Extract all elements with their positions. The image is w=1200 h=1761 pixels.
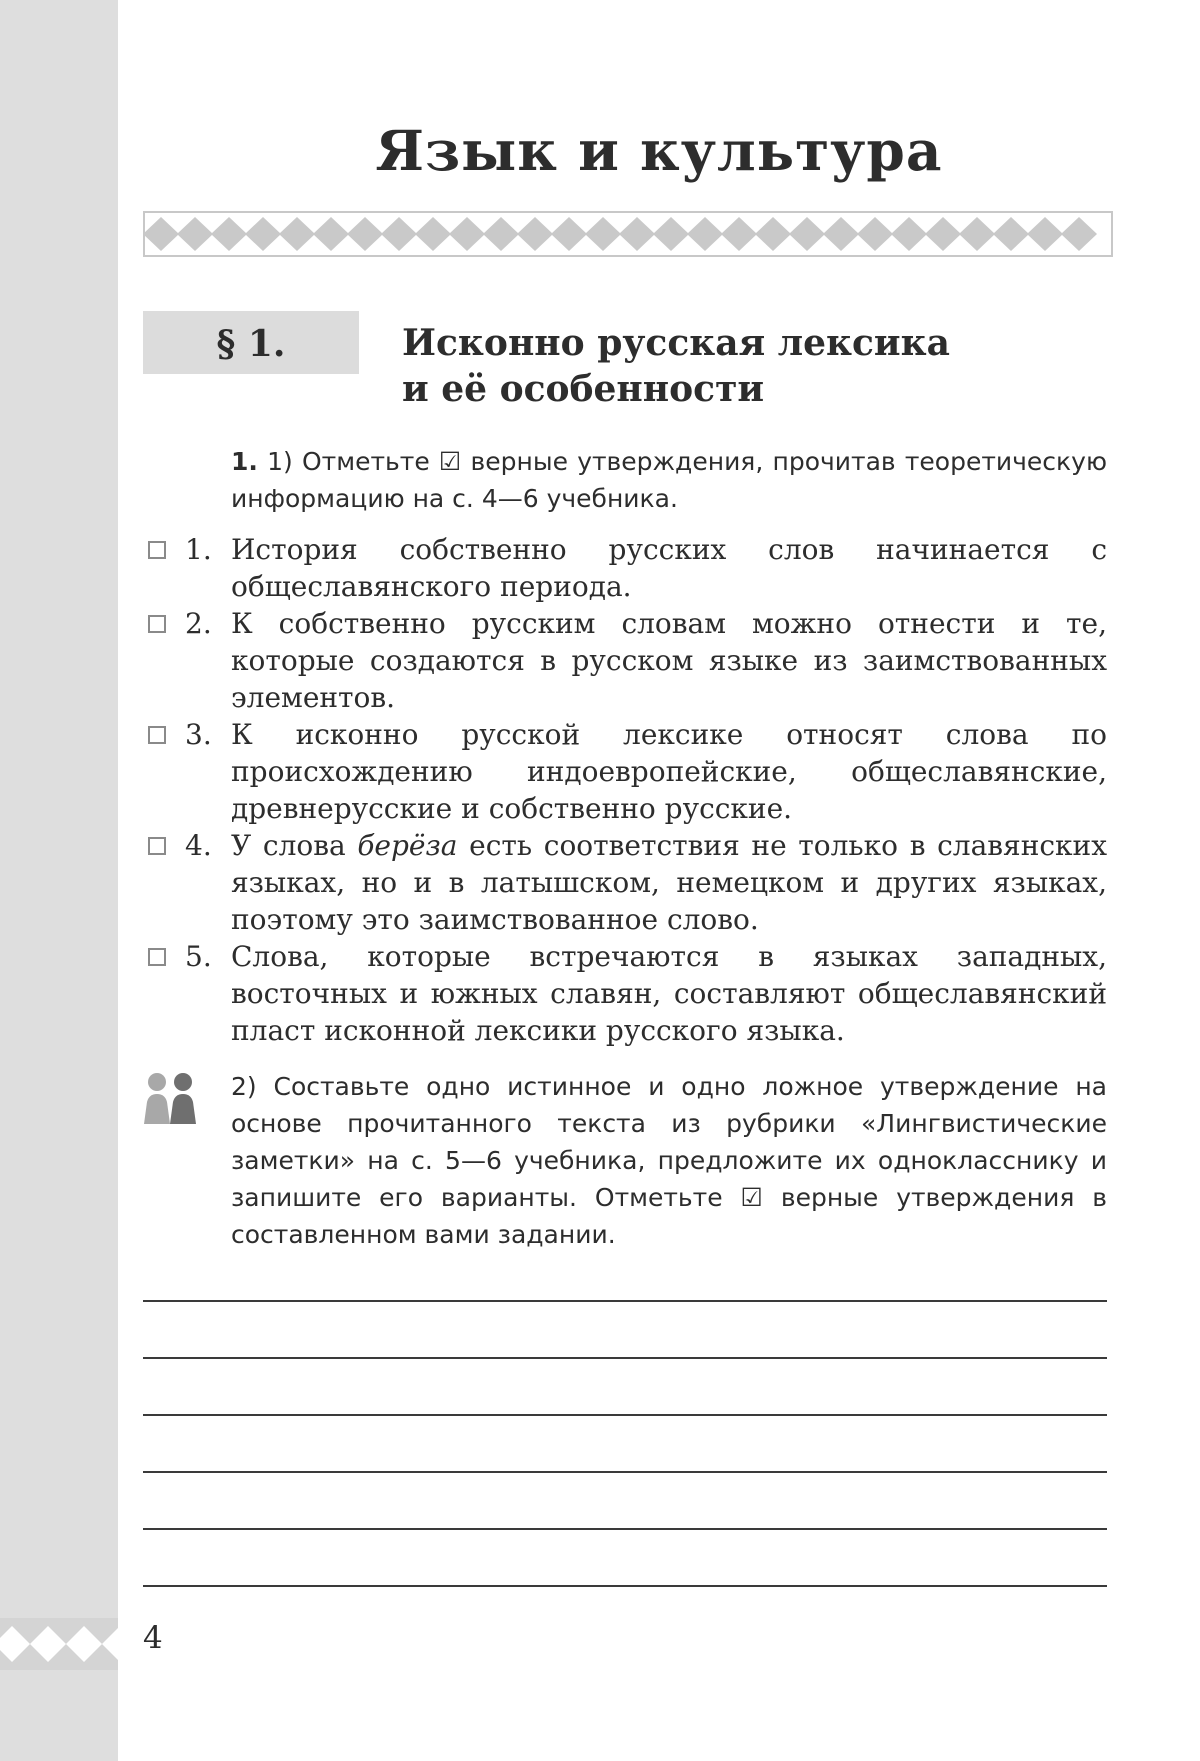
statement-2-text: К собственно русским словам можно отнести и те, которые создаются в русском языке из заимствованных элементов. [231, 607, 1107, 714]
task-1-instruction-text: 1) Отметьте ☑ верные утверждения, прочитав теоретическую информацию на с. 4—6 учебника. [231, 447, 1107, 513]
statement-item-4 [143, 827, 1107, 938]
ornament-diamond [653, 217, 689, 251]
statement-item-3 [143, 716, 1107, 827]
statement-5-text: Слова, которые встречаются в языках западных, восточных и южных славян, составляют общеславянский пласт исконной лексики русского языка. [231, 940, 1107, 1047]
section-number-box [143, 311, 359, 374]
statement-3-number: 3. [185, 718, 212, 751]
ornament-diamond [993, 217, 1029, 251]
answer-line-3[interactable] [143, 1414, 1107, 1416]
task-1-instruction [231, 443, 1107, 517]
diamond-border-ornament [143, 211, 1113, 257]
ornament-diamond [279, 217, 315, 251]
ornament-diamond [551, 217, 587, 251]
ornament-diamond [449, 217, 485, 251]
answer-line-2[interactable] [143, 1357, 1107, 1359]
statement-5-checkbox[interactable] [148, 948, 166, 966]
ornament-diamond [211, 217, 247, 251]
statement-list [143, 531, 1107, 1049]
section-title [402, 320, 1122, 412]
answer-line-5[interactable] [143, 1528, 1107, 1530]
statement-1-checkbox[interactable] [148, 541, 166, 559]
statement-4-text-after: есть соответствия не только в славянских языках, но и в латышском, немецком и других языках, поэтому это заимствованное слово. [231, 829, 1107, 936]
ornament-diamond [145, 217, 179, 251]
ornament-diamond [1061, 217, 1097, 251]
task-2-text: 2) Составьте одно истинное и одно ложное утверждение на основе прочитанного текста из рубрики «Лингвистические заметки» на с. 5—6 учебника, предложите их однокласснику и запишите его варианты. Отметьте ☑ верные утверждения в составленном вами задании. [231, 1072, 1107, 1249]
page-number: 4 [143, 1620, 163, 1656]
ornament-diamond [381, 217, 417, 251]
section-number: § 1. [216, 323, 286, 365]
ornament-diamond [755, 217, 791, 251]
statement-4-italic-word: берёза [357, 829, 458, 862]
ornament-diamond [347, 217, 383, 251]
chapter-title: Язык и культура [375, 118, 943, 183]
ornament-diamond [1027, 217, 1063, 251]
ornament-diamond [245, 217, 281, 251]
ornament-diamond [517, 217, 553, 251]
ornament-diamond [313, 217, 349, 251]
ornament-diamond [789, 217, 825, 251]
answer-line-1[interactable] [143, 1300, 1107, 1302]
statement-1-number: 1. [185, 533, 212, 566]
ornament-diamond [823, 217, 859, 251]
statement-1-text: История собственно русских слов начинается с общеславянского периода. [231, 533, 1107, 603]
ornament-diamond [857, 217, 893, 251]
ornament-diamond [177, 217, 213, 251]
statement-3-text: К исконно русской лексике относят слова по происхождению индоевропейские, общеславянские, древнерусские и собственно русские. [231, 718, 1107, 825]
statement-item-5 [143, 938, 1107, 1049]
side-ornament [0, 1618, 118, 1670]
statement-5-number: 5. [185, 940, 212, 973]
section-title-line-1: Исконно русская лексика [402, 322, 950, 364]
ornament-diamond [619, 217, 655, 251]
ornament-diamond [891, 217, 927, 251]
statement-2-checkbox[interactable] [148, 615, 166, 633]
ornament-diamond [687, 217, 723, 251]
side-strip [0, 0, 118, 1761]
ornament-diamond [483, 217, 519, 251]
statement-3-checkbox[interactable] [148, 726, 166, 744]
statement-4-number: 4. [185, 829, 212, 862]
answer-line-4[interactable] [143, 1471, 1107, 1473]
section-title-line-2: и её особенности [402, 368, 765, 410]
ornament-diamond [415, 217, 451, 251]
ornament-diamond [721, 217, 757, 251]
ornament-diamond [925, 217, 961, 251]
pair-work-icon [143, 1072, 197, 1124]
task-1-number: 1. [231, 447, 258, 476]
statement-2-number: 2. [185, 607, 212, 640]
statement-item-1 [143, 531, 1107, 605]
statement-item-2 [143, 605, 1107, 716]
statement-4-checkbox[interactable] [148, 837, 166, 855]
answer-line-6[interactable] [143, 1585, 1107, 1587]
ornament-diamond [959, 217, 995, 251]
ornament-diamond [585, 217, 621, 251]
statement-4-text-before: У слова [231, 829, 358, 862]
